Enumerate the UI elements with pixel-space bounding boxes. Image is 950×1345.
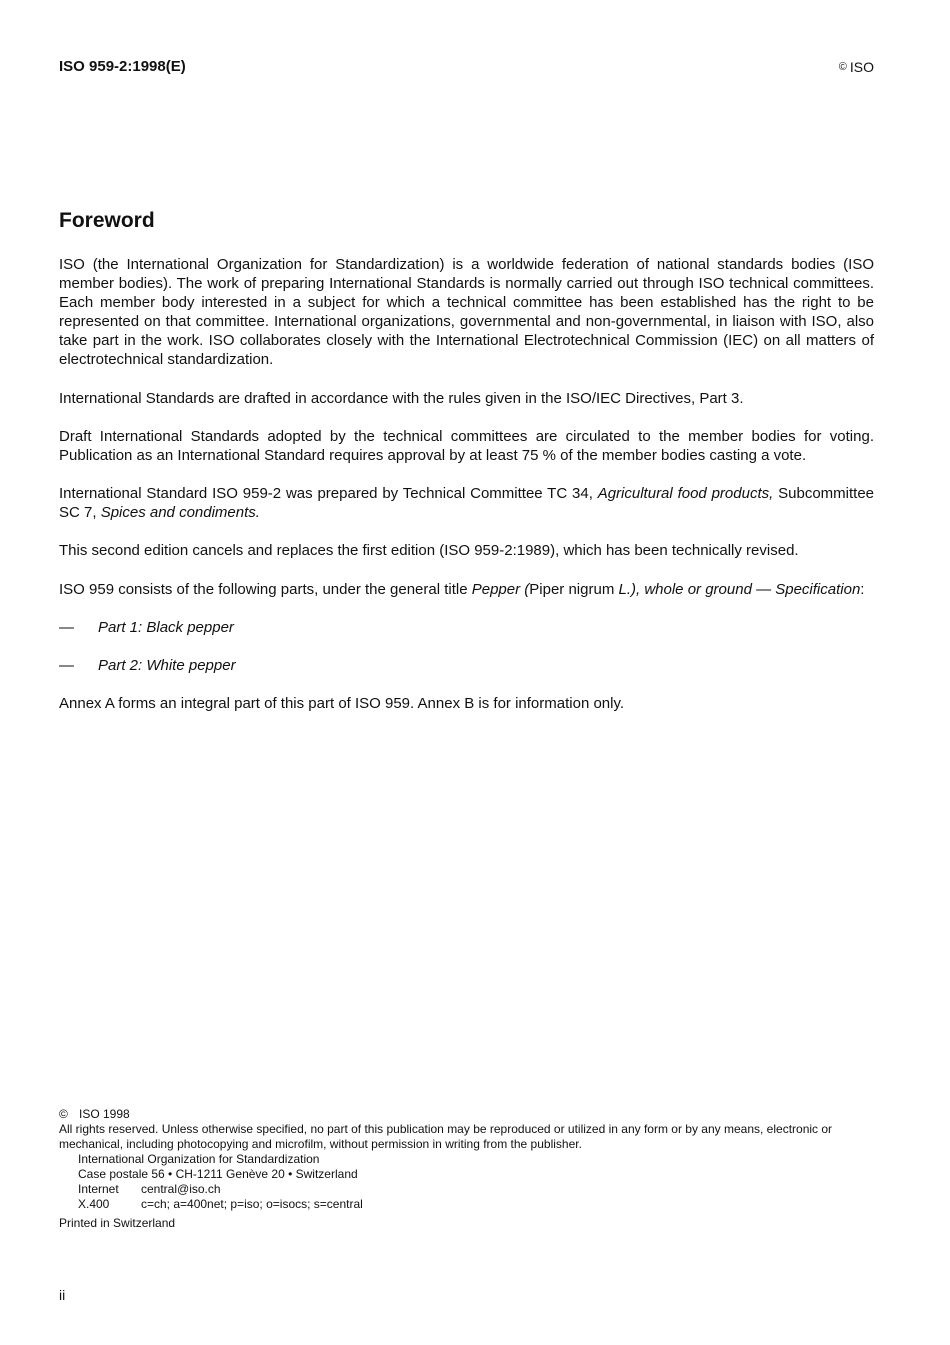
internet-line — [78, 1182, 874, 1197]
committee-title: Agricultural food products, — [597, 485, 774, 503]
general-title-start: Pepper ( — [471, 580, 530, 598]
printed-in: Printed in Switzerland — [59, 1216, 176, 1230]
page-number: ii — [59, 1287, 66, 1303]
foreword-paragraph-4 — [59, 484, 874, 522]
x400-value: c=ch; a=400net; p=iso; o=isocs; s=central — [141, 1197, 363, 1211]
general-title-end: L.), whole or ground — Specification — [614, 580, 861, 598]
foreword-paragraph-2: International Standards are drafted in accordance with the rules given in the ISO/IEC Directives, Part 3. — [59, 389, 744, 407]
copyright-notice — [59, 1107, 874, 1231]
internet-label: Internet — [78, 1182, 119, 1196]
part-2-label: Part 2: White pepper — [98, 656, 236, 674]
species-name: Piper nigrum — [529, 580, 615, 598]
foreword-paragraph-5: This second edition cancels and replaces the first edition (ISO 959-2:1989), which has been technically revised. — [59, 542, 799, 560]
publisher-name: International Organization for Standardization — [78, 1152, 320, 1166]
footer-copyright-text: ISO 1998 — [79, 1107, 130, 1121]
copyright-icon: © — [838, 61, 847, 73]
foreword-paragraph-6 — [59, 580, 874, 599]
foreword-title: Foreword — [59, 209, 155, 232]
list-item — [59, 618, 874, 637]
foreword-body — [59, 255, 874, 713]
x400-line — [78, 1197, 874, 1212]
publisher-address — [59, 1152, 874, 1212]
header-copyright — [839, 59, 874, 75]
foreword-paragraph-1: ISO (the International Organization for Standardization) is a worldwide federation of national standards bodies (ISO member bodies). The work of preparing International Standards is normally carried out through ISO technical committees. Each member body interested in a subject for which a technical committee has been established has the right to be represented on that committee. International organizations, governmental and non-governmental, in liaison with ISO, also take part in the work. ISO collaborates closely with the International Electrotechnical Commission (IEC) on all matters of electrotechnical standardization. — [59, 256, 874, 369]
subcommittee-title: Spices and condiments. — [100, 504, 260, 522]
p6-text-a: ISO 959 consists of the following parts, under the general title — [59, 580, 472, 598]
dash-icon: — — [59, 656, 74, 674]
p4-text-a: International Standard ISO 959-2 was prepared by Technical Committee TC 34, — [59, 485, 598, 503]
copyright-icon: © — [59, 1107, 68, 1121]
list-item — [59, 656, 874, 675]
x400-label: X.400 — [78, 1197, 110, 1211]
postal-address: Case postale 56 • CH-1211 Genève 20 • Switzerland — [78, 1167, 358, 1181]
rights-statement: All rights reserved. Unless otherwise specified, no part of this publication may be reproduced or utilized in any form or by any means, electronic or mechanical, including photocopying and microfilm, without permission in writing from the publisher. — [59, 1122, 833, 1151]
p4-text-b: Subcommittee SC 7, — [59, 485, 875, 522]
foreword-paragraph-7: Annex A forms an integral part of this part of ISO 959. Annex B is for information only. — [59, 695, 625, 713]
internet-value: central@iso.ch — [141, 1182, 221, 1196]
p6-text-c: : — [860, 580, 865, 598]
dash-icon: — — [59, 618, 74, 636]
document-id: ISO 959-2:1998(E) — [59, 58, 186, 75]
foreword-paragraph-3: Draft International Standards adopted by the technical committees are circulated to the member bodies for voting. Publication as an International Standard requires approval by at least 75 % of the member bodies casting a vote. — [59, 427, 874, 464]
footer-copyright-line — [59, 1107, 874, 1122]
page-header — [59, 58, 874, 80]
header-copyright-owner: ISO — [849, 59, 874, 75]
part-1-label: Part 1: Black pepper — [98, 618, 234, 636]
